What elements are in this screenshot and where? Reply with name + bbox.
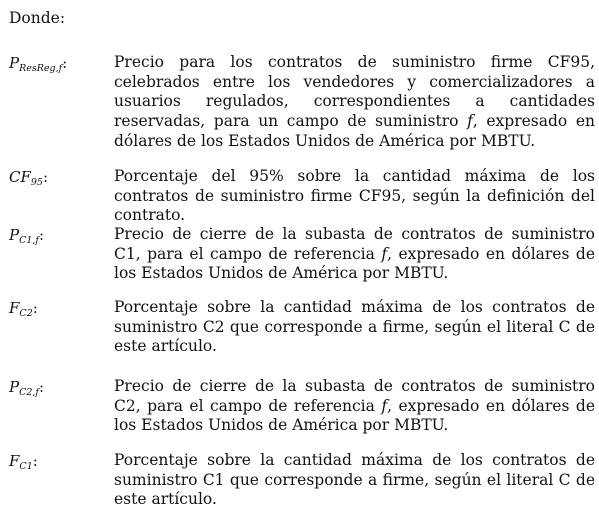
term-subscript: C2,f: [19, 387, 39, 398]
term-subscript: C1,f: [19, 235, 39, 246]
term-symbol: P: [9, 378, 20, 396]
term-colon: :: [62, 54, 68, 72]
term-symbol: CF: [9, 168, 31, 186]
definition-description: Precio para los contratos de suministro firme CF95, celebrados entre los vendedores y comercializadores a usuarios regulados, correspondientes a cantidades reservadas, para un campo de suministro f, expresado en dólares de los Estados Unidos de América por MBTU.: [114, 53, 595, 150]
definition-term: [9, 451, 38, 471]
term-colon: :: [32, 299, 38, 317]
variable-f: f: [467, 112, 473, 131]
variable-f: f: [381, 396, 388, 415]
term-colon: :: [38, 226, 45, 244]
term-subscript: C2: [19, 308, 33, 319]
definition-term: [9, 167, 48, 187]
term-subscript: ResReg,f: [19, 63, 63, 74]
definition-description: Porcentaje sobre la cantidad máxima de los contratos de suministro C2 que corresponde a firme, según el literal C de este artículo.: [114, 298, 595, 356]
term-colon: :: [38, 378, 45, 396]
intro-text: Donde:: [9, 9, 66, 27]
term-subscript: 95: [30, 177, 43, 188]
definition-description: Porcentaje sobre la cantidad máxima de los contratos de suministro C1 que corresponde a firme, según el literal C de este artículo.: [114, 451, 595, 509]
definition-term: [9, 298, 38, 318]
definition-description: Precio de cierre de la subasta de contratos de suministro C1, para el campo de referencia f, expresado en dólares de los Estados Unidos de América por MBTU.: [114, 225, 595, 283]
term-colon: :: [42, 168, 49, 186]
term-symbol: F: [9, 299, 20, 317]
variable-f: f: [381, 244, 388, 263]
term-symbol: F: [9, 452, 20, 470]
term-symbol: P: [9, 226, 20, 244]
definition-description: Precio de cierre de la subasta de contratos de suministro C2, para el campo de referencia f, expresado en dólares de los Estados Unidos de América por MBTU.: [114, 377, 595, 435]
definition-term: [9, 225, 44, 245]
definition-term: [9, 53, 67, 73]
term-symbol: P: [9, 54, 20, 72]
term-colon: :: [32, 452, 38, 470]
definition-description: Porcentaje del 95% sobre la cantidad máxima de los contratos de suministro firme CF95, según la definición del contrato.: [114, 167, 595, 225]
term-subscript: C1: [19, 461, 33, 472]
definition-term: [9, 377, 44, 397]
